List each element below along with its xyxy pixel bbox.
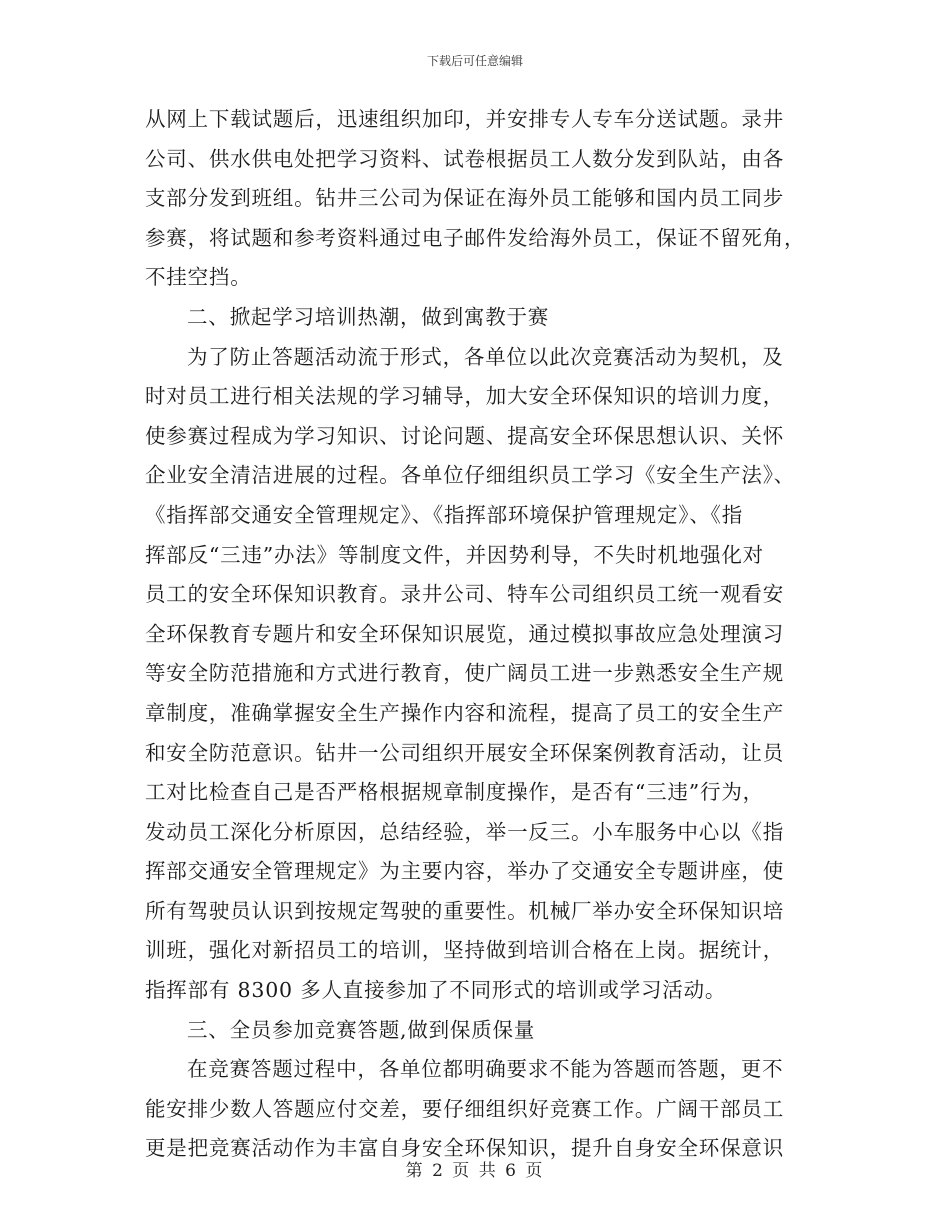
text-line: 《指挥部交通安全管理规定》、《指挥部环境保护管理规定》、《指 (145, 502, 743, 527)
text-line: 员工的安全环保知识教育。录井公司、特车公司组织员工统一观看安 (145, 582, 784, 607)
text-line: 公司、供水供电处把学习资料、试卷根据员工人数分发到队站，由各 (145, 146, 784, 171)
page-footer: 第 2 页 共 6 页 (405, 1161, 545, 1181)
text-line: 能安排少数人答题应付交差，要仔细组织好竞赛工作。广阔干部员工 (145, 1096, 784, 1121)
page-header: 下载后可任意编辑 (426, 54, 523, 68)
text-line: 章制度，准确掌握安全生产操作内容和流程，提高了员工的安全生产 (145, 700, 784, 725)
text-line: 企业安全清洁进展的过程。各单位仔细组织员工学习《安全生产法》、 (145, 463, 796, 488)
text-line: 二、掀起学习培训热潮，做到寓教于赛 (187, 304, 550, 329)
text-line: 和安全防范意识。钻井一公司组织开展安全环保案例教育活动，让员 (145, 740, 784, 765)
text-line: 发动员工深化分析原因，总结经验，举一反三。小车服务中心以《指 (145, 819, 784, 844)
text-line: 等安全防范措施和方式进行教育，使广阔员工进一步熟悉安全生产规 (145, 661, 784, 686)
text-line: 所有驾驶员认识到按规定驾驶的重要性。机械厂举办安全环保知识培 (145, 898, 784, 923)
text-line: 更是把竞赛活动作为丰富自身安全环保知识，提升自身安全环保意识 (145, 1136, 784, 1161)
text-line: 在竞赛答题过程中，各单位都明确要求不能为答题而答题，更不 (187, 1057, 784, 1082)
text-line: 不挂空挡。 (145, 265, 252, 290)
text-line: 参赛，将试题和参考资料通过电子邮件发给海外员工，保证不留死角， (145, 225, 806, 250)
text-line: 为了防止答题活动流于形式，各单位以此次竞赛活动为契机，及 (187, 344, 784, 369)
text-line: 从网上下载试题后，迅速组织加印，并安排专人专车分送试题。录井 (145, 107, 784, 131)
text-line: 时对员工进行相关法规的学习辅导，加大安全环保知识的培训力度， (145, 384, 784, 409)
text-line: 挥部交通安全管理规定》为主要内容，举办了交通安全专题讲座，使 (145, 859, 784, 884)
text-line: 使参赛过程成为学习知识、讨论问题、提高安全环保思想认识、关怀 (145, 423, 784, 448)
text-line: 三、全员参加竞赛答题,做到保质保量 (187, 1017, 536, 1042)
text-line: 训班，强化对新招员工的培训，坚持做到培训合格在上岗。据统计， (145, 938, 784, 963)
text-line: 指挥部有 8300 多人直接参加了不同形式的培训或学习活动。 (145, 978, 727, 1003)
document-body (145, 100, 805, 1169)
text-line: 工对比检查自己是否严格根据规章制度操作，是否有“三违”行为， (145, 780, 764, 805)
text-line: 全环保教育专题片和安全环保知识展览，通过模拟事故应急处理演习 (145, 621, 784, 646)
text-line: 挥部反“三违”办法》等制度文件，并因势利导，不失时机地强化对 (145, 542, 764, 567)
text-line: 支部分发到班组。钻井三公司为保证在海外员工能够和国内员工同步 (145, 186, 784, 211)
